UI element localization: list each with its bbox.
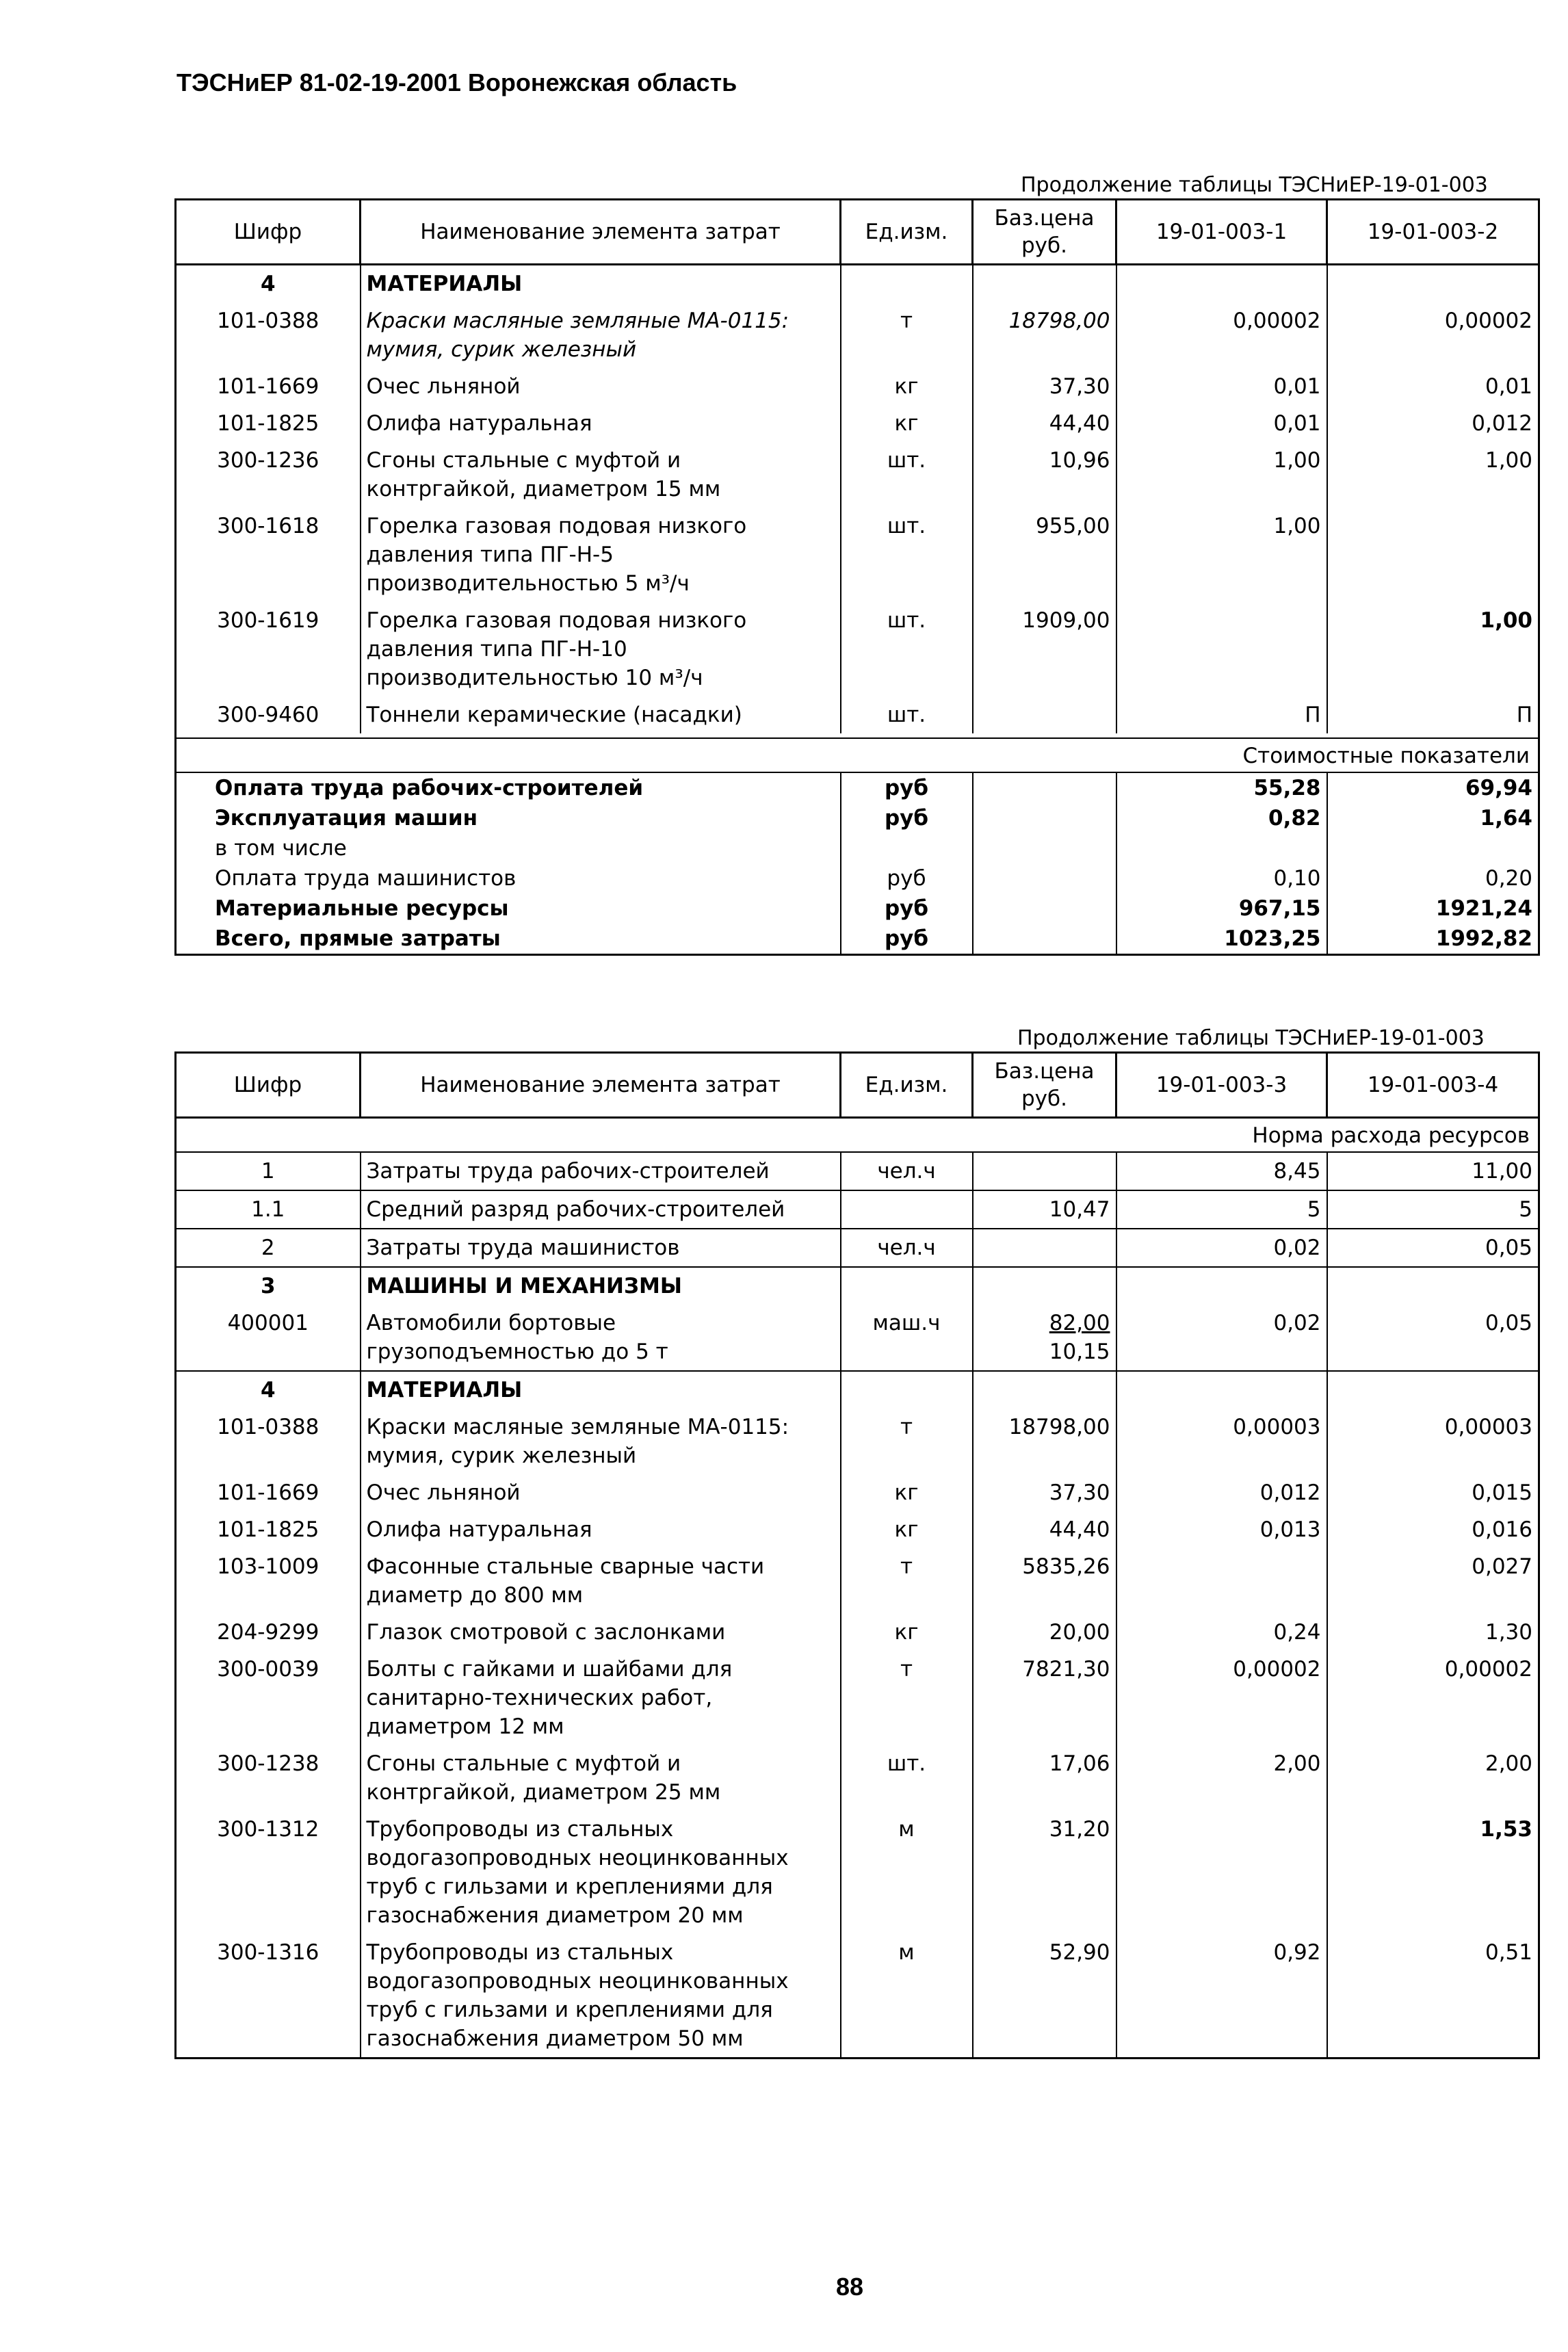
base-price <box>973 1371 1116 1409</box>
section-band <box>176 738 1539 772</box>
base-price: 44,40 <box>973 1511 1116 1548</box>
table-row <box>176 302 1539 368</box>
base-price: 37,30 <box>973 368 1116 405</box>
norm-value-a <box>1116 1811 1327 1934</box>
resource-unit: кг <box>841 1511 973 1548</box>
norm-value-b: 0,51 <box>1327 1934 1539 2059</box>
resource-code: 101-1669 <box>176 368 361 405</box>
summary-label: в том числе <box>176 833 841 863</box>
resource-code: 101-0388 <box>176 1409 361 1474</box>
resource-name: Краски масляные земляные МА-0115: мумия, сурик железный <box>361 1409 841 1474</box>
summary-value-a <box>1116 833 1327 863</box>
resource-code: 300-9460 <box>176 696 361 733</box>
norm-value-a: 0,00002 <box>1116 1651 1327 1745</box>
col-header-norm-b: 19-01-003-4 <box>1327 1053 1539 1118</box>
table-row <box>176 1190 1539 1229</box>
norm-value-a <box>1116 1548 1327 1614</box>
norm-value-a: 1,00 <box>1116 508 1327 602</box>
resource-unit <box>841 1190 973 1229</box>
resource-code: 300-1619 <box>176 602 361 696</box>
norm-value-b: 0,016 <box>1327 1511 1539 1548</box>
norm-value-b: 0,00003 <box>1327 1409 1539 1474</box>
base-price: 955,00 <box>973 508 1116 602</box>
spacer-cell <box>176 733 1539 738</box>
base-price <box>973 265 1116 303</box>
table-row <box>176 442 1539 508</box>
norm-value-a: 0,013 <box>1116 1511 1327 1548</box>
resource-name: Горелка газовая подовая низкого давления типа ПГ-Н-10 производительностью 10 м³/ч <box>361 602 841 696</box>
col-header-price <box>973 1053 1116 1118</box>
resource-unit: т <box>841 1651 973 1745</box>
norm-value-b: 0,00002 <box>1327 302 1539 368</box>
norm-value-a: 0,01 <box>1116 405 1327 442</box>
resource-name: Глазок смотровой с заслонками <box>361 1614 841 1651</box>
cost-summary-row <box>176 833 1539 863</box>
base-price <box>973 1152 1116 1190</box>
resource-unit: шт. <box>841 602 973 696</box>
resource-code: 300-1238 <box>176 1745 361 1811</box>
norm-value-b <box>1327 265 1539 303</box>
col-header-norm-a: 19-01-003-3 <box>1116 1053 1327 1118</box>
summary-unit: руб <box>841 863 973 893</box>
section-band-label: Норма расхода ресурсов <box>176 1118 1539 1153</box>
summary-value-b: 0,20 <box>1327 863 1539 893</box>
norm-value-b: 0,05 <box>1327 1305 1539 1371</box>
base-price: 31,20 <box>973 1811 1116 1934</box>
resource-code: 101-1825 <box>176 1511 361 1548</box>
norm-value-a <box>1116 1371 1327 1409</box>
cost-summary-row <box>176 893 1539 924</box>
table-row <box>176 1651 1539 1745</box>
summary-label: Всего, прямые затраты <box>176 924 841 955</box>
page-number: 88 <box>836 2273 864 2301</box>
table-row <box>176 1267 1539 1305</box>
base-price: 44,40 <box>973 405 1116 442</box>
resource-code: 101-1825 <box>176 405 361 442</box>
norm-value-b: 11,00 <box>1327 1152 1539 1190</box>
resource-unit: чел.ч <box>841 1152 973 1190</box>
resource-unit: т <box>841 1409 973 1474</box>
summary-price-empty <box>973 772 1116 803</box>
resource-table-1 <box>174 198 1540 956</box>
norm-value-a: 0,02 <box>1116 1229 1327 1267</box>
norm-value-a: 0,24 <box>1116 1614 1327 1651</box>
summary-unit: руб <box>841 924 973 955</box>
resource-code: 4 <box>176 265 361 303</box>
col-header-norm-b: 19-01-003-2 <box>1327 200 1539 265</box>
norm-value-b: 1,53 <box>1327 1811 1539 1934</box>
summary-value-b: 1,64 <box>1327 803 1539 833</box>
resource-code: 103-1009 <box>176 1548 361 1614</box>
cost-summary-row <box>176 803 1539 833</box>
base-price: 10,96 <box>973 442 1116 508</box>
resource-unit: кг <box>841 1614 973 1651</box>
norm-value-b: 0,05 <box>1327 1229 1539 1267</box>
summary-value-b <box>1327 833 1539 863</box>
table-row <box>176 1305 1539 1371</box>
table1-header-row <box>176 200 1539 265</box>
base-price: 10,47 <box>973 1190 1116 1229</box>
resource-name: МАШИНЫ И МЕХАНИЗМЫ <box>361 1267 841 1305</box>
norm-value-b: 1,00 <box>1327 602 1539 696</box>
resource-name: Горелка газовая подовая низкого давления типа ПГ-Н-5 производительностью 5 м³/ч <box>361 508 841 602</box>
table-row <box>176 265 1539 303</box>
table-row <box>176 405 1539 442</box>
resource-unit: чел.ч <box>841 1229 973 1267</box>
resource-code: 101-1669 <box>176 1474 361 1511</box>
resource-code: 300-0039 <box>176 1651 361 1745</box>
resource-unit: шт. <box>841 508 973 602</box>
base-price: 17,06 <box>973 1745 1116 1811</box>
col-header-name: Наименование элемента затрат <box>361 1053 841 1118</box>
resource-code: 2 <box>176 1229 361 1267</box>
norm-value-b: 0,015 <box>1327 1474 1539 1511</box>
norm-value-a: 1,00 <box>1116 442 1327 508</box>
table2-header-row <box>176 1053 1539 1118</box>
resource-name: МАТЕРИАЛЫ <box>361 265 841 303</box>
norm-value-b: 1,30 <box>1327 1614 1539 1651</box>
norm-value-a: П <box>1116 696 1327 733</box>
table-row <box>176 1934 1539 2059</box>
base-price: 18798,00 <box>973 302 1116 368</box>
norm-value-a: 0,00002 <box>1116 302 1327 368</box>
summary-value-a: 55,28 <box>1116 772 1327 803</box>
resource-name: Сгоны стальные с муфтой и контргайкой, диаметром 25 мм <box>361 1745 841 1811</box>
norm-value-a <box>1116 1267 1327 1305</box>
summary-price-empty <box>973 863 1116 893</box>
cost-summary-row <box>176 772 1539 803</box>
resource-table-2 <box>174 1051 1540 2059</box>
resource-code: 4 <box>176 1371 361 1409</box>
summary-value-a: 0,10 <box>1116 863 1327 893</box>
table-row <box>176 1409 1539 1474</box>
table-row <box>176 1371 1539 1409</box>
norm-value-b: 1,00 <box>1327 442 1539 508</box>
norm-value-b: П <box>1327 696 1539 733</box>
resource-unit: маш.ч <box>841 1305 973 1371</box>
summary-price-empty <box>973 833 1116 863</box>
summary-value-a: 0,82 <box>1116 803 1327 833</box>
norm-value-b: 0,027 <box>1327 1548 1539 1614</box>
norm-value-b <box>1327 508 1539 602</box>
resource-code: 1.1 <box>176 1190 361 1229</box>
norm-value-b: 0,00002 <box>1327 1651 1539 1745</box>
norm-value-a: 0,92 <box>1116 1934 1327 2059</box>
summary-price-empty <box>973 924 1116 955</box>
resource-unit: шт. <box>841 442 973 508</box>
summary-value-b: 1921,24 <box>1327 893 1539 924</box>
summary-label: Материальные ресурсы <box>176 893 841 924</box>
resource-unit: т <box>841 302 973 368</box>
resource-name: Средний разряд рабочих-строителей <box>361 1190 841 1229</box>
resource-name: Затраты труда рабочих-строителей <box>361 1152 841 1190</box>
resource-code: 300-1312 <box>176 1811 361 1934</box>
resource-unit: шт. <box>841 1745 973 1811</box>
table-row <box>176 368 1539 405</box>
table2-body <box>176 1118 1539 2059</box>
resource-code: 3 <box>176 1267 361 1305</box>
price-header-line2: руб. <box>1021 1086 1067 1111</box>
base-price: 1909,00 <box>973 602 1116 696</box>
resource-unit <box>841 1267 973 1305</box>
resource-unit: т <box>841 1548 973 1614</box>
price-header-line1: Баз.цена <box>994 206 1095 231</box>
section-band-label: Стоимостные показатели <box>176 738 1539 772</box>
summary-unit <box>841 833 973 863</box>
table-row <box>176 1474 1539 1511</box>
table-row <box>176 1511 1539 1548</box>
table1-body <box>176 265 1539 955</box>
resource-unit <box>841 1371 973 1409</box>
base-price <box>973 1305 1116 1371</box>
table-row <box>176 1548 1539 1614</box>
summary-label: Оплата труда рабочих-строителей <box>176 772 841 803</box>
col-header-norm-a: 19-01-003-1 <box>1116 200 1327 265</box>
resource-name: Затраты труда машинистов <box>361 1229 841 1267</box>
resource-unit: кг <box>841 1474 973 1511</box>
summary-value-a: 967,15 <box>1116 893 1327 924</box>
norm-value-a: 2,00 <box>1116 1745 1327 1811</box>
resource-code: 300-1316 <box>176 1934 361 2059</box>
norm-value-a: 8,45 <box>1116 1152 1327 1190</box>
norm-value-b <box>1327 1267 1539 1305</box>
norm-value-a <box>1116 602 1327 696</box>
summary-value-a: 1023,25 <box>1116 924 1327 955</box>
resource-name: Тоннели керамические (насадки) <box>361 696 841 733</box>
col-header-unit: Ед.изм. <box>841 1053 973 1118</box>
norm-value-b: 2,00 <box>1327 1745 1539 1811</box>
norm-value-b <box>1327 1371 1539 1409</box>
base-price: 37,30 <box>973 1474 1116 1511</box>
base-price-value: 82,00 <box>1049 1311 1110 1335</box>
col-header-unit: Ед.изм. <box>841 200 973 265</box>
norm-value-a: 0,01 <box>1116 368 1327 405</box>
norm-value-a: 0,00003 <box>1116 1409 1327 1474</box>
table-row <box>176 1614 1539 1651</box>
page-title: ТЭСНиЕР 81-02-19-2001 Воронежская область <box>177 68 737 96</box>
price-header-line1: Баз.цена <box>994 1059 1095 1084</box>
summary-price-empty <box>973 803 1116 833</box>
base-price-wage: 10,15 <box>1049 1340 1110 1364</box>
table1-caption: Продолжение таблицы ТЭСНиЕР-19-01-003 <box>1021 173 1488 197</box>
base-price <box>973 696 1116 733</box>
table-row <box>176 1152 1539 1190</box>
resource-code: 400001 <box>176 1305 361 1371</box>
resource-name: Болты с гайками и шайбами для санитарно-технических работ, диаметром 12 мм <box>361 1651 841 1745</box>
summary-unit: руб <box>841 803 973 833</box>
table-row <box>176 696 1539 733</box>
resource-code: 1 <box>176 1152 361 1190</box>
summary-price-empty <box>973 893 1116 924</box>
norm-value-a: 0,012 <box>1116 1474 1327 1511</box>
resource-name: Очес льняной <box>361 1474 841 1511</box>
col-header-code: Шифр <box>176 1053 361 1118</box>
summary-unit: руб <box>841 893 973 924</box>
resource-name: Краски масляные земляные МА-0115: мумия, сурик железный <box>361 302 841 368</box>
resource-unit <box>841 265 973 303</box>
resource-name: МАТЕРИАЛЫ <box>361 1371 841 1409</box>
resource-code: 300-1618 <box>176 508 361 602</box>
resource-unit: кг <box>841 368 973 405</box>
summary-value-b: 69,94 <box>1327 772 1539 803</box>
resource-name: Сгоны стальные с муфтой и контргайкой, диаметром 15 мм <box>361 442 841 508</box>
summary-label: Эксплуатация машин <box>176 803 841 833</box>
base-price: 5835,26 <box>973 1548 1116 1614</box>
table-row <box>176 1229 1539 1267</box>
resource-unit: м <box>841 1811 973 1934</box>
table2-caption: Продолжение таблицы ТЭСНиЕР-19-01-003 <box>1017 1026 1485 1050</box>
summary-value-b: 1992,82 <box>1327 924 1539 955</box>
norm-value-b: 0,01 <box>1327 368 1539 405</box>
table-row <box>176 602 1539 696</box>
price-header-line2: руб. <box>1021 233 1067 258</box>
norm-value-a: 5 <box>1116 1190 1327 1229</box>
spacer-row <box>176 733 1539 738</box>
cost-summary-row <box>176 924 1539 955</box>
summary-unit: руб <box>841 772 973 803</box>
col-header-price <box>973 200 1116 265</box>
resource-code: 204-9299 <box>176 1614 361 1651</box>
base-price <box>973 1267 1116 1305</box>
section-band <box>176 1118 1539 1153</box>
base-price: 7821,30 <box>973 1651 1116 1745</box>
table-row <box>176 1811 1539 1934</box>
summary-label: Оплата труда машинистов <box>176 863 841 893</box>
base-price: 52,90 <box>973 1934 1116 2059</box>
resource-name: Автомобили бортовые грузоподъемностью до 5 т <box>361 1305 841 1371</box>
norm-value-a <box>1116 265 1327 303</box>
resource-name: Олифа натуральная <box>361 405 841 442</box>
norm-value-a: 0,02 <box>1116 1305 1327 1371</box>
resource-name: Трубопроводы из стальных водогазопроводных неоцинкованных труб с гильзами и креплениями для газоснабжения диаметром 20 мм <box>361 1811 841 1934</box>
resource-name: Очес льняной <box>361 368 841 405</box>
col-header-code: Шифр <box>176 200 361 265</box>
resource-unit: м <box>841 1934 973 2059</box>
resource-name: Олифа натуральная <box>361 1511 841 1548</box>
base-price: 20,00 <box>973 1614 1116 1651</box>
table-row <box>176 508 1539 602</box>
norm-value-b: 5 <box>1327 1190 1539 1229</box>
resource-name: Трубопроводы из стальных водогазопроводных неоцинкованных труб с гильзами и креплениями для газоснабжения диаметром 50 мм <box>361 1934 841 2059</box>
table-row <box>176 1745 1539 1811</box>
base-price <box>973 1229 1116 1267</box>
resource-unit: шт. <box>841 696 973 733</box>
cost-summary-row <box>176 863 1539 893</box>
base-price: 18798,00 <box>973 1409 1116 1474</box>
resource-code: 101-0388 <box>176 302 361 368</box>
norm-value-b: 0,012 <box>1327 405 1539 442</box>
resource-unit: кг <box>841 405 973 442</box>
resource-name: Фасонные стальные сварные части диаметр до 800 мм <box>361 1548 841 1614</box>
resource-code: 300-1236 <box>176 442 361 508</box>
col-header-name: Наименование элемента затрат <box>361 200 841 265</box>
